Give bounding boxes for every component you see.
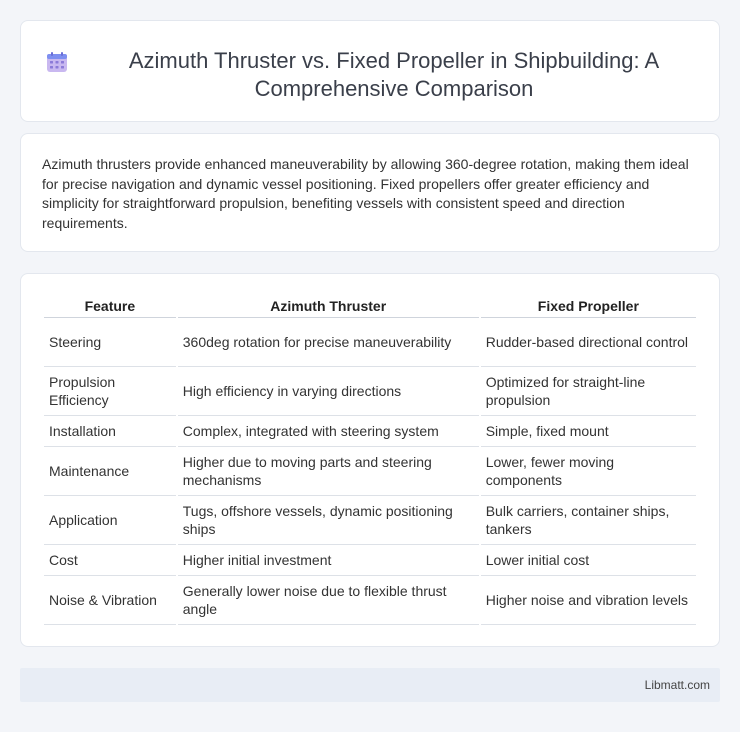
table-row [44,318,696,367]
feature-cell: Maintenance [44,447,176,496]
footer-site-link[interactable]: Libmatt.com [644,678,710,692]
fixed-cell: Lower initial cost [481,545,696,576]
comparison-table [42,296,698,625]
azimuth-cell: Complex, integrated with steering system [178,416,479,447]
azimuth-cell: Tugs, offshore vessels, dynamic positioning ships [178,496,479,545]
azimuth-cell: 360deg rotation for precise maneuverability [178,318,479,367]
feature-cell: Steering [44,318,176,367]
column-header-azimuth-thruster: Azimuth Thruster [178,296,479,318]
summary-card [20,133,720,252]
fixed-cell: Simple, fixed mount [481,416,696,447]
title-card [20,20,720,122]
calendar-icon [46,51,68,73]
table-row [44,447,696,496]
column-header-fixed-propeller: Fixed Propeller [481,296,696,318]
azimuth-cell: Higher due to moving parts and steering mechanisms [178,447,479,496]
table-row [44,367,696,416]
table-header-row [44,296,696,318]
fixed-cell: Lower, fewer moving components [481,447,696,496]
comparison-table-card [20,273,720,647]
column-header-feature: Feature [44,296,176,318]
table-row [44,496,696,545]
feature-cell: Propulsion Efficiency [44,367,176,416]
fixed-cell: Higher noise and vibration levels [481,576,696,625]
page-title: Azimuth Thruster vs. Fixed Propeller in Shipbuilding: A Comprehensive Comparison [128,48,660,101]
table-row [44,576,696,625]
azimuth-cell: High efficiency in varying directions [178,367,479,416]
feature-cell: Application [44,496,176,545]
feature-cell: Noise & Vibration [44,576,176,625]
fixed-cell: Optimized for straight-line propulsion [481,367,696,416]
fixed-cell: Rudder-based directional control [481,318,696,367]
table-row [44,416,696,447]
feature-cell: Cost [44,545,176,576]
azimuth-cell: Higher initial investment [178,545,479,576]
fixed-cell: Bulk carriers, container ships, tankers [481,496,696,545]
table-row [44,545,696,576]
azimuth-cell: Generally lower noise due to flexible thrust angle [178,576,479,625]
footer [20,668,720,702]
feature-cell: Installation [44,416,176,447]
summary-text: Azimuth thrusters provide enhanced maneuverability by allowing 360-degree rotation, making them ideal for precise navigation and dynamic vessel positioning. Fixed propellers offer greater efficiency and simplicity for straightforward propulsion, benefiting vessels with consistent speed and direction requirements. [42,156,689,231]
